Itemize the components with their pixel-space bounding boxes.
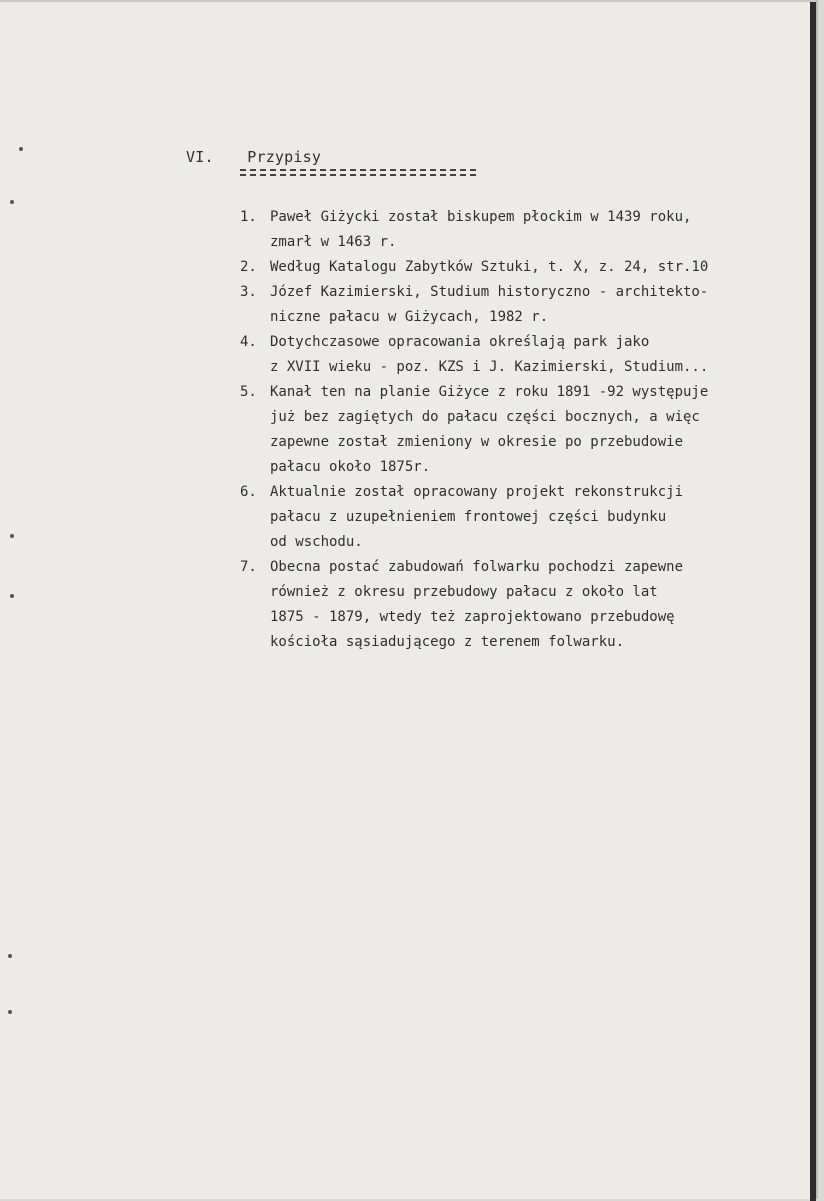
footnote-list — [240, 205, 815, 655]
footnote-line: zapewne został zmieniony w okresie po przebudowie — [270, 434, 684, 450]
footnote-item — [240, 205, 815, 255]
footnote-line: pałacu około 1875r. — [270, 459, 431, 475]
section-title: Przypisy — [247, 148, 322, 166]
paper-mark — [10, 200, 14, 204]
footnote-line: pałacu z uzupełnieniem frontowej części budynku — [270, 509, 667, 525]
footnote-line: Dotychczasowe opracowania określają park jako — [270, 334, 650, 350]
footnote-number: 1. — [240, 209, 257, 225]
footnote-number: 2. — [240, 259, 257, 275]
footnote-number: 6. — [240, 484, 257, 500]
heading-underline — [240, 169, 476, 176]
footnote-line: Według Katalogu Zabytków Sztuki, t. X, z. 24, str.10 — [270, 259, 709, 275]
footnote-item — [240, 555, 815, 655]
footnote-line: Obecna postać zabudowań folwarku pochodzi zapewne — [270, 559, 684, 575]
footnote-line: zmarł w 1463 r. — [270, 234, 397, 250]
section-heading — [186, 148, 321, 166]
footnote-number: 4. — [240, 334, 257, 350]
paper-mark — [10, 594, 14, 598]
paper-mark — [19, 147, 23, 151]
footnote-line: Aktualnie został opracowany projekt rekonstrukcji — [270, 484, 684, 500]
footnote-number: 3. — [240, 284, 257, 300]
footnote-line: 1875 - 1879, wtedy też zaprojektowano przebudowę — [270, 609, 675, 625]
page-edge — [810, 2, 816, 1201]
footnote-line: od wschodu. — [270, 534, 363, 550]
footnote-line: niczne pałacu w Giżycach, 1982 r. — [270, 309, 549, 325]
footnote-line: z XVII wieku - poz. KZS i J. Kazimierski, Studium... — [270, 359, 709, 375]
footnote-item — [240, 280, 815, 330]
footnote-line: również z okresu przebudowy pałacu z około lat — [270, 584, 658, 600]
footnote-number: 7. — [240, 559, 257, 575]
footnote-line: kościoła sąsiadującego z terenem folwarku. — [270, 634, 625, 650]
footnote-line: Józef Kazimierski, Studium historyczno - architekto- — [270, 284, 709, 300]
footnote-item — [240, 330, 815, 380]
section-number: VI. — [186, 148, 214, 166]
footnote-line: Kanał ten na planie Giżyce z roku 1891 -92 występuje — [270, 384, 709, 400]
footnote-item — [240, 480, 815, 555]
footnote-number: 5. — [240, 384, 257, 400]
footnote-line: Paweł Giżycki został biskupem płockim w 1439 roku, — [270, 209, 692, 225]
footnote-item — [240, 380, 815, 480]
paper-mark — [10, 534, 14, 538]
footnote-item — [240, 255, 815, 280]
paper-mark — [8, 1010, 12, 1014]
paper-mark — [8, 954, 12, 958]
footnote-line: już bez zagiętych do pałacu części bocznych, a więc — [270, 409, 700, 425]
